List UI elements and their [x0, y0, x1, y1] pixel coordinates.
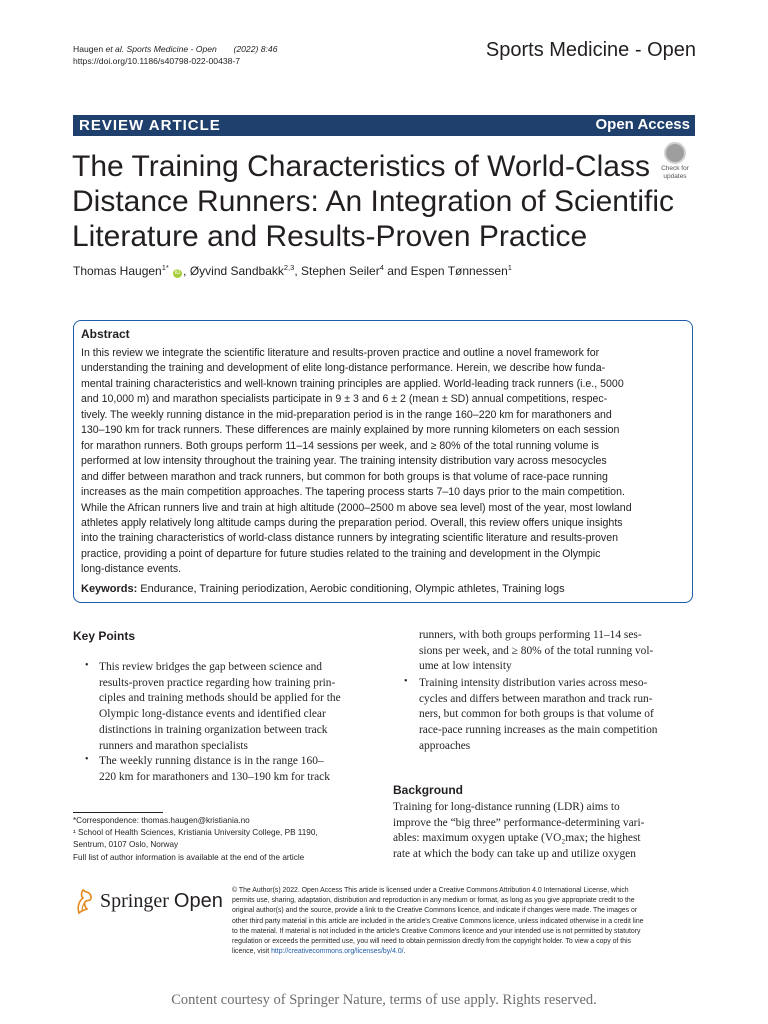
abstract-line: into the training characteristics of world-class distance runners by integrating scientific literature and results-proven — [81, 532, 619, 545]
license-line-last — [232, 947, 694, 957]
author-affiliation: 4 — [379, 263, 384, 272]
doi-link[interactable]: https://doi.org/10.1186/s40798-022-00438-7 — [73, 56, 241, 66]
key-point-2 — [99, 754, 330, 785]
background-line: ables: maximum oxygen uptake (VO₂max; the highest — [393, 832, 641, 845]
key-point-line: distinctions in training organization between track — [99, 723, 328, 736]
license-line: permits use, sharing, adaptation, distribution and reproduction in any medium or format, as long as you give appropriate credit to the — [232, 897, 635, 905]
key-point-line: ners, but common for both groups is that volume of — [419, 708, 654, 721]
title-line: The Training Characteristics of World-Class — [72, 150, 650, 183]
abstract-heading: Abstract — [81, 327, 130, 341]
citation-author: Haugen — [73, 44, 106, 54]
publisher-name: Springer — [100, 889, 169, 912]
keywords — [81, 583, 565, 595]
publisher-open: Open — [173, 889, 223, 912]
key-point-line: cycles and differs between marathon and track run- — [419, 692, 653, 705]
author-affiliation: 1 — [507, 263, 512, 272]
author-name: Thomas Haugen — [73, 264, 162, 278]
abstract-line: mental training characteristics and well-known training principles are applied. World-leading track runners (i.e., 5000 — [81, 377, 624, 390]
courtesy-notice: Content courtesy of Springer Nature, terms of use apply. Rights reserved. — [171, 992, 597, 1008]
author-name: , Stephen Seiler — [294, 264, 380, 278]
author-info-note: Full list of author information is available at the end of the article — [73, 852, 305, 862]
footnote-divider — [73, 812, 163, 813]
license-line: regulation or exceeds the permitted use, you will need to obtain permission directly from the copyright holder. To view a copy of this — [232, 938, 631, 946]
key-point-line: ciples and training methods should be applied for the — [99, 692, 341, 705]
title-line: Literature and Results-Proven Practice — [72, 220, 588, 253]
check-for-updates-badge[interactable] — [655, 140, 695, 180]
key-point-line: race-pace running increases as the main competition — [419, 724, 658, 737]
abstract-line: In this review we integrate the scientific literature and results-proven practice and outline a novel framework for — [81, 347, 600, 359]
title-line: Distance Runners: An Integration of Scientific — [72, 185, 674, 218]
key-point-line: ume at low intensity — [419, 660, 512, 673]
keywords-list: Endurance, Training periodization, Aerobic conditioning, Olympic athletes, Training logs — [137, 583, 565, 595]
abstract-line: and differ between marathon and track runners, but common for both groups is that volume of race-pace running — [81, 470, 608, 483]
key-point-line: This review bridges the gap between science and — [99, 661, 322, 673]
key-point-line: runners, with both groups performing 11–14 ses- — [419, 629, 642, 641]
bullet-marker: • — [85, 754, 89, 765]
correspondence-note[interactable]: *Correspondence: thomas.haugen@kristiania.no — [73, 816, 250, 825]
citation-header — [73, 43, 277, 67]
license-suffix: . — [403, 948, 406, 956]
abstract-line: for marathon runners. Both groups perform 11–14 sessions per week, and ≥ 80% of the total running volume is — [81, 439, 599, 452]
springer-horse-icon — [73, 887, 95, 915]
license-line: original author(s) and the source, provide a link to the Creative Commons licence, and indicate if changes were made. The images or — [232, 907, 638, 915]
author-name: , Øyvind Sandbakk — [183, 264, 284, 278]
affiliation-note: Sentrum, 0107 Oslo, Norway — [73, 840, 179, 850]
license-line: other third party material in this article are included in the article's Creative Commons licence, unless indicated otherwise in a credit line — [232, 917, 644, 925]
abstract-line: long-distance events. — [81, 563, 182, 576]
key-point-line: runners and marathon specialists — [99, 739, 248, 752]
license-url-link[interactable]: http://creativecommons.org/licenses/by/4.0/ — [271, 948, 404, 956]
license-text — [232, 886, 694, 957]
key-point-line: Training intensity distribution varies across meso- — [419, 677, 648, 689]
abstract-text — [81, 346, 691, 578]
abstract-line: tively. The weekly running distance in the mid-preparation period is in the range 160–220 km for marathoners and — [81, 408, 612, 421]
author-affiliation: 2,3 — [283, 263, 295, 272]
key-point-1 — [99, 660, 341, 754]
background-line: Training for long-distance running (LDR) aims to — [393, 801, 620, 813]
article-title — [72, 149, 674, 254]
citation-journal: et al. Sports Medicine - Open — [105, 44, 217, 54]
citation-year: (2022) 8:46 — [233, 44, 278, 54]
abstract-line: practice, providing a point of departure for future studies related to the training and development in the Olympic — [81, 547, 601, 560]
author-list — [73, 263, 512, 278]
key-point-line: The weekly running distance is in the range 160– — [99, 755, 324, 767]
key-point-line: results-proven practice regarding how training prin- — [99, 676, 336, 689]
license-prefix: licence, visit — [232, 948, 272, 956]
orcid-icon[interactable]: iD — [174, 270, 181, 276]
check-updates-text-1: Check for — [661, 165, 689, 172]
key-points-heading: Key Points — [73, 629, 136, 643]
abstract-line: performed at low intensity throughout the training year. The training intensity distribution vary across mesocycles — [81, 455, 607, 468]
license-line: to the material. If material is not included in the article's Creative Commons licence and your intended use is not permitted by statutory — [232, 927, 641, 935]
background-heading: Background — [393, 783, 464, 797]
key-point-line: approaches — [419, 739, 471, 752]
affiliation-note: ¹ School of Health Sciences, Kristiania University College, PB 1190, — [73, 828, 318, 838]
article-type-label: REVIEW ARTICLE — [79, 117, 221, 134]
check-updates-icon — [664, 142, 686, 164]
abstract-line: While the African runners live and train at high altitude (2000–2500 m above sea level) most of the year, most lowland — [81, 501, 632, 514]
bullet-marker: • — [404, 676, 408, 687]
abstract-line: increases as the main competition approaches. The tapering process starts 7–10 days prior to the main competition. — [81, 486, 625, 499]
keywords-label: Keywords: — [81, 583, 138, 595]
key-point-line: Olympic long-distance events and identified clear — [99, 708, 326, 721]
abstract-line: and 10,000 m) and marathon specialists participate in 9 ± 3 and 6 ± 2 (mean ± SD) annual competitions, respec- — [81, 393, 608, 406]
abstract-line: understanding the training and development of elite long-distance performance. Herein, we describe how funda- — [81, 362, 606, 375]
footnotes — [73, 815, 318, 864]
journal-name: Sports Medicine - Open — [485, 39, 696, 61]
key-point-3 — [419, 676, 657, 755]
author-name: and Espen Tønnessen — [383, 264, 508, 278]
springer-open-logo — [73, 886, 223, 916]
check-updates-text-2: updates — [663, 173, 687, 180]
abstract-line: athletes apply relatively long altitude camps during the preparation period. Overall, this review offers unique insights — [81, 516, 623, 529]
author-affiliation: 1* — [161, 263, 169, 272]
abstract-line: 130–190 km for track runners. These differences are mainly explained by more running kilometers on each session — [81, 424, 620, 437]
open-access-label: Open Access — [595, 116, 690, 133]
background-text — [393, 800, 644, 863]
key-point-line: 220 km for marathoners and 130–190 km for track — [99, 770, 330, 783]
bullet-marker: • — [85, 660, 89, 671]
key-point-2-continued — [419, 628, 653, 675]
key-point-line: sions per week, and ≥ 80% of the total running vol- — [419, 644, 654, 657]
background-line: rate at which the body can take up and utilize oxygen — [393, 848, 636, 861]
background-line: improve the “big three” performance-determining vari- — [393, 816, 645, 829]
license-line: © The Author(s) 2022. Open Access This article is licensed under a Creative Commons Attribution 4.0 International License, which — [232, 887, 629, 894]
